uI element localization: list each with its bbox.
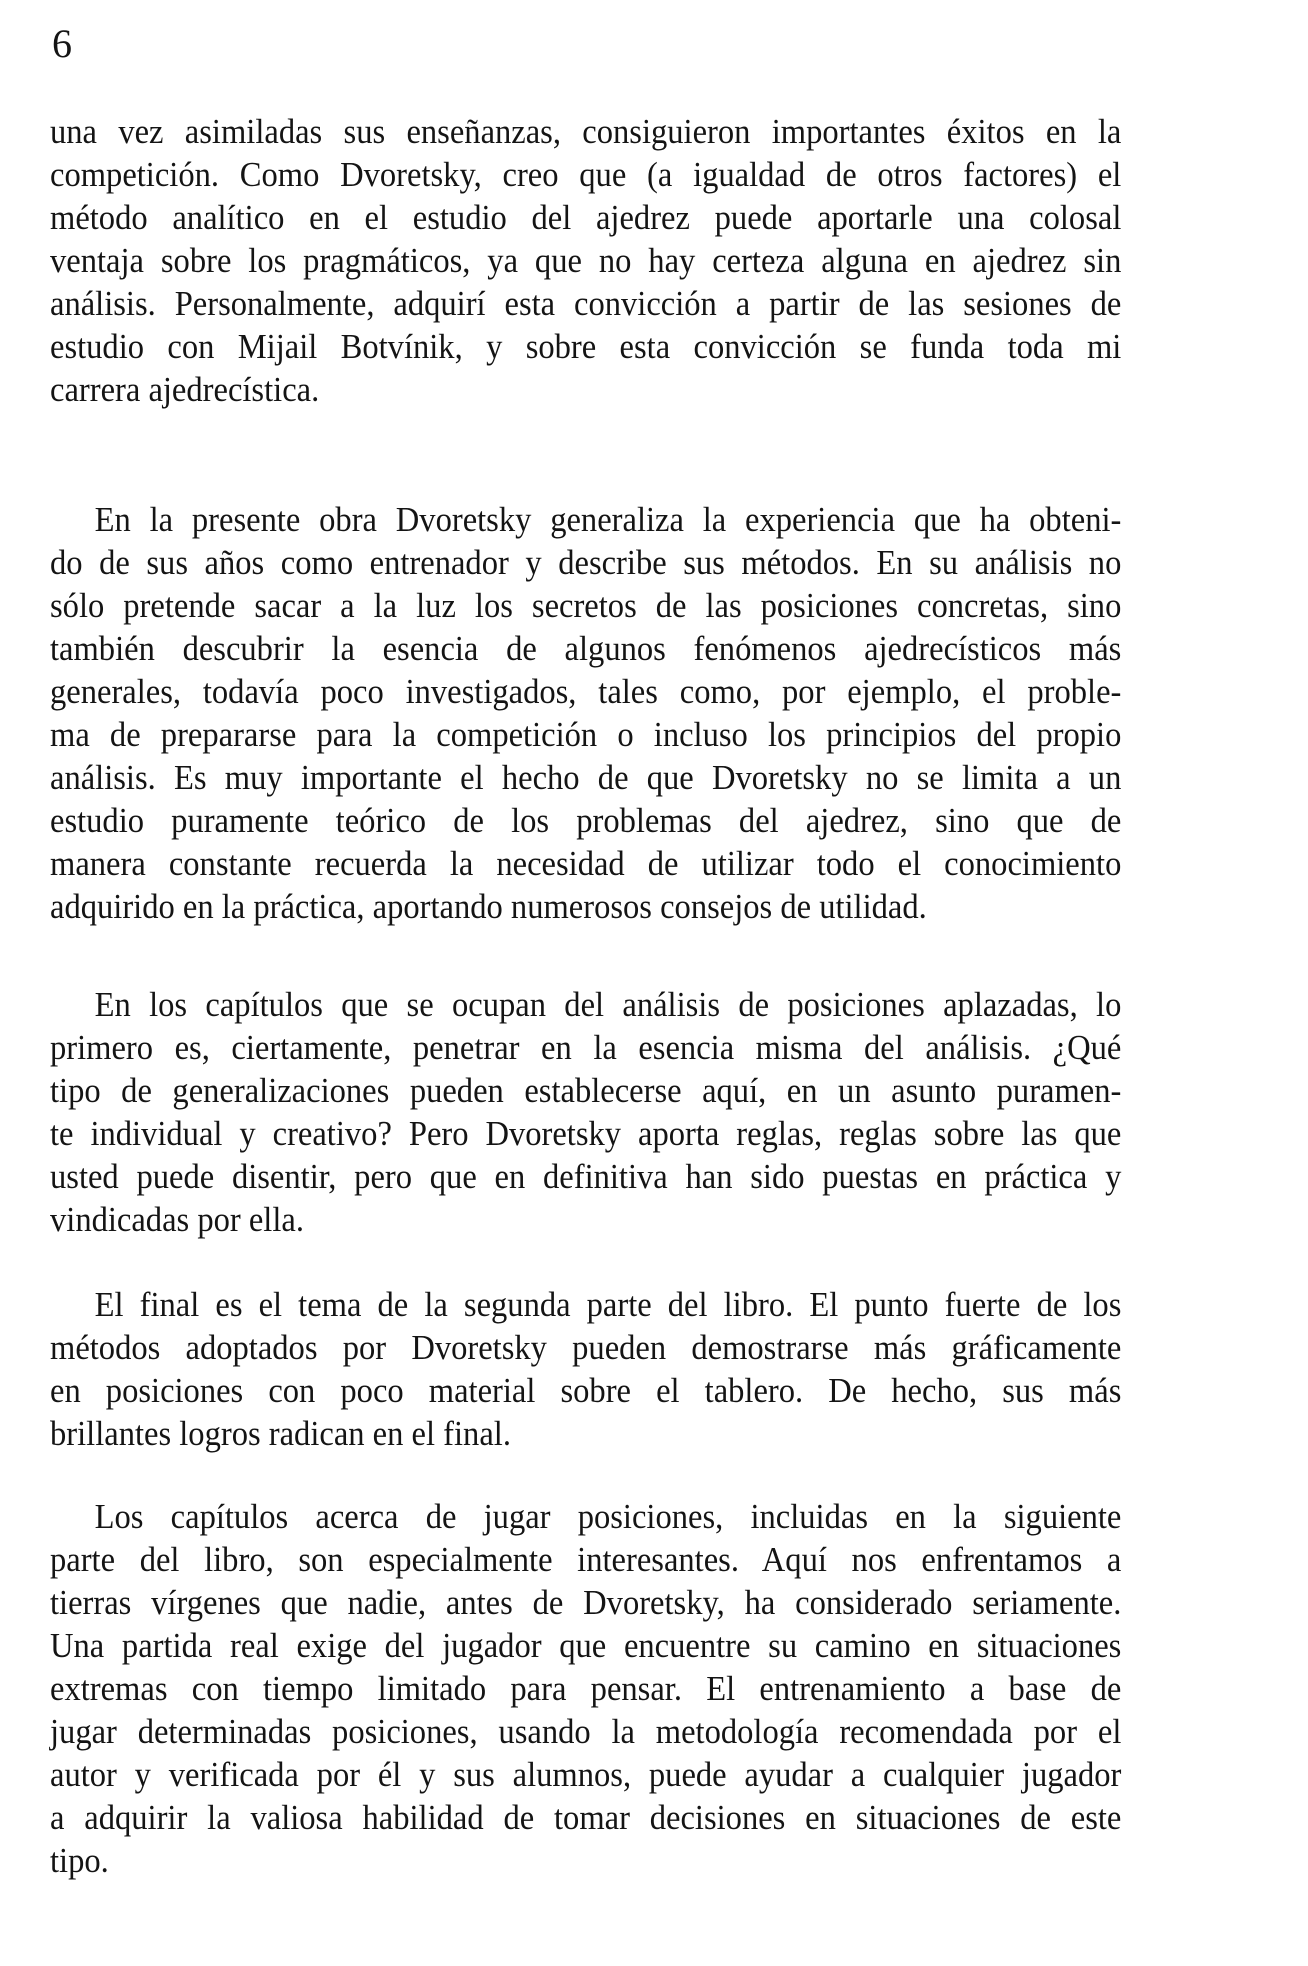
text-line: también descubrir la esencia de algunos fenómenos ajedrecísticos más xyxy=(50,629,1122,668)
text-line: brillantes logros radican en el final. xyxy=(50,1414,511,1453)
paragraph-3 xyxy=(50,983,1121,1241)
text-line: sólo pretende sacar a la luz los secretos de las posiciones concretas, sino xyxy=(50,586,1122,625)
text-line: manera constante recuerda la necesidad de utilizar todo el conocimiento xyxy=(50,844,1122,883)
page-number: 6 xyxy=(52,21,72,66)
text-line: parte del libro, son especialmente interesantes. Aquí nos enfrentamos a xyxy=(50,1540,1122,1579)
text-line: usted puede disentir, pero que en definitiva han sido puestas en práctica y xyxy=(50,1157,1122,1196)
text-line: El final es el tema de la segunda parte del libro. El punto fuerte de los xyxy=(94,1285,1122,1324)
text-line: tipo. xyxy=(50,1841,109,1880)
text-line: ma de prepararse para la competición o incluso los principios del propio xyxy=(50,715,1122,754)
text-line: tipo de generalizaciones pueden establecerse aquí, en un asunto puramen- xyxy=(50,1071,1122,1110)
text-line: te individual y creativo? Pero Dvoretsky aporta reglas, reglas sobre las que xyxy=(50,1114,1122,1153)
text-line: estudio puramente teórico de los problemas del ajedrez, sino que de xyxy=(50,801,1122,840)
text-line: Los capítulos acerca de jugar posiciones, incluidas en la siguiente xyxy=(94,1497,1122,1536)
text-line: adquirido en la práctica, aportando numerosos consejos de utilidad. xyxy=(50,887,927,926)
text-line: ventaja sobre los pragmáticos, ya que no hay certeza alguna en ajedrez sin xyxy=(50,241,1122,280)
text-line: competición. Como Dvoretsky, creo que (a igualdad de otros factores) el xyxy=(50,155,1122,194)
text-line: tierras vírgenes que nadie, antes de Dvoretsky, ha considerado seriamente. xyxy=(50,1583,1122,1622)
text-line: generales, todavía poco investigados, tales como, por ejemplo, el proble- xyxy=(50,672,1122,711)
text-line: extremas con tiempo limitado para pensar. El entrenamiento a base de xyxy=(50,1669,1122,1708)
text-line: Una partida real exige del jugador que encuentre su camino en situaciones xyxy=(50,1626,1122,1665)
text-line: carrera ajedrecística. xyxy=(50,370,320,409)
text-line: En la presente obra Dvoretsky generaliza la experiencia que ha obteni- xyxy=(94,500,1122,539)
text-line: primero es, ciertamente, penetrar en la esencia misma del análisis. ¿Qué xyxy=(50,1028,1122,1067)
paragraph-5 xyxy=(50,1495,1121,1882)
text-line: análisis. Es muy importante el hecho de que Dvoretsky no se limita a un xyxy=(50,758,1122,797)
text-line: estudio con Mijail Botvínik, y sobre esta convicción se funda toda mi xyxy=(50,327,1122,366)
text-line: métodos adoptados por Dvoretsky pueden demostrarse más gráficamente xyxy=(50,1328,1122,1367)
text-line: análisis. Personalmente, adquirí esta convicción a partir de las sesiones de xyxy=(50,284,1122,323)
paragraph-4 xyxy=(50,1283,1121,1455)
text-line: do de sus años como entrenador y describe sus métodos. En su análisis no xyxy=(50,543,1122,582)
paragraph-2 xyxy=(50,498,1121,928)
text-line: en posiciones con poco material sobre el tablero. De hecho, sus más xyxy=(50,1371,1122,1410)
text-line: a adquirir la valiosa habilidad de tomar decisiones en situaciones de este xyxy=(50,1798,1122,1837)
text-line: En los capítulos que se ocupan del análisis de posiciones aplazadas, lo xyxy=(94,985,1122,1024)
text-line: una vez asimiladas sus enseñanzas, consiguieron importantes éxitos en la xyxy=(50,112,1122,151)
text-line: vindicadas por ella. xyxy=(50,1200,304,1239)
paragraph-1 xyxy=(50,110,1121,411)
text-line: método analítico en el estudio del ajedrez puede aportarle una colosal xyxy=(50,198,1122,237)
text-line: jugar determinadas posiciones, usando la metodología recomendada por el xyxy=(50,1712,1122,1751)
text-line: autor y verificada por él y sus alumnos, puede ayudar a cualquier jugador xyxy=(50,1755,1122,1794)
